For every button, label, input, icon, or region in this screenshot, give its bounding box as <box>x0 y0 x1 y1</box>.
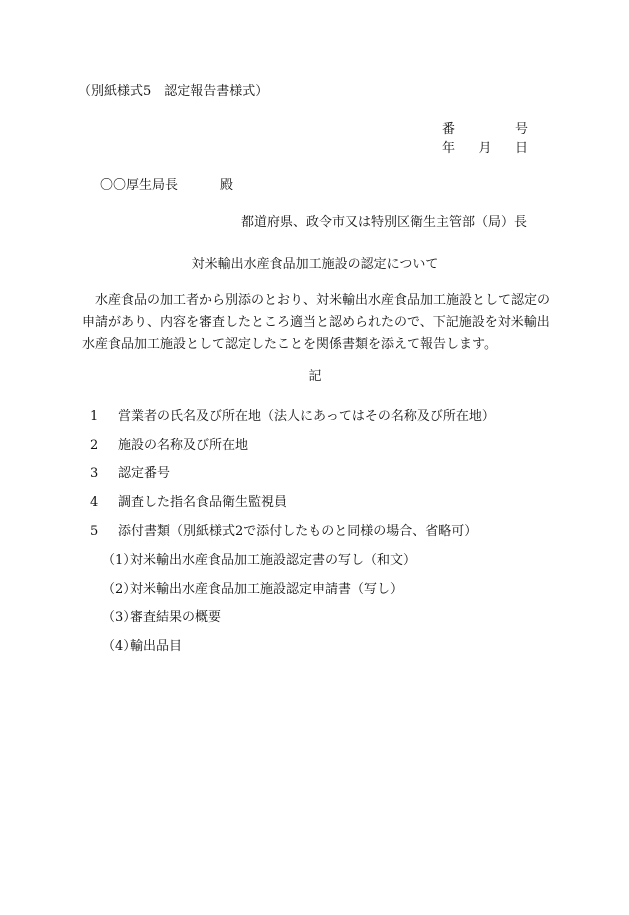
list-item <box>90 465 170 483</box>
item-number: 2 <box>90 438 99 453</box>
day-label: 日 <box>514 141 528 156</box>
item-text: 施設の名称及び所在地 <box>118 438 249 453</box>
subitem-number: （4） <box>102 639 137 654</box>
addressee-name: 〇〇厚生局長 <box>100 178 179 193</box>
item-text: 認定番号 <box>118 466 171 481</box>
body-paragraph: 水産食品の加工者から別添のとおり、対米輸出水産食品加工施設として認定の申請があり、内容を審査したところ適当と認められたので、下記施設を対米輸出水産食品加工施設として認定したことを関係書類を添えて報告します。 <box>82 293 551 352</box>
addressee <box>100 177 233 195</box>
subitem-text: 輸出品目 <box>130 639 183 654</box>
list-item <box>90 408 495 426</box>
form-label: （別紙様式5 認定報告書様式） <box>78 84 269 99</box>
item-text: 営業者の氏名及び所在地（法人にあってはその名称及び所在地） <box>118 409 495 424</box>
year-label: 年 <box>442 141 456 156</box>
sub-list-item <box>102 638 182 656</box>
item-number: 4 <box>90 495 99 510</box>
document-number-row <box>442 121 528 139</box>
item-text: 調査した指名食品衛生監視員 <box>118 495 288 510</box>
subject-title: 対米輸出水産食品加工施設の認定について <box>191 257 439 272</box>
subitem-number: （3） <box>102 610 137 625</box>
subitem-text: 対米輸出水産食品加工施設認定申請書（写し） <box>130 582 404 597</box>
sub-list-item <box>102 581 403 599</box>
subitem-text: 対米輸出水産食品加工施設認定書の写し（和文） <box>130 553 417 568</box>
subitem-number: （2） <box>102 582 137 597</box>
number-label: 番 <box>442 122 456 137</box>
sub-list-item <box>102 552 416 570</box>
item-number: 3 <box>90 466 99 481</box>
subitem-number: （1） <box>102 553 137 568</box>
list-item <box>90 437 248 455</box>
ki-heading: 記 <box>308 369 322 384</box>
sub-list-item <box>102 609 221 627</box>
item-number: 1 <box>90 409 99 424</box>
date-row <box>442 140 528 158</box>
item-number: 5 <box>90 524 99 539</box>
item-text: 添付書類（別紙様式2で添付したものと同様の場合、省略可） <box>118 524 478 539</box>
list-item <box>90 494 287 512</box>
number-suffix: 号 <box>514 122 528 137</box>
list-item <box>90 523 477 541</box>
subitem-text: 審査結果の概要 <box>130 610 222 625</box>
addressee-honorific: 殿 <box>220 178 234 193</box>
sender: 都道府県、政令市又は特別区衛生主管部（局）長 <box>240 215 527 230</box>
month-label: 月 <box>478 141 492 156</box>
